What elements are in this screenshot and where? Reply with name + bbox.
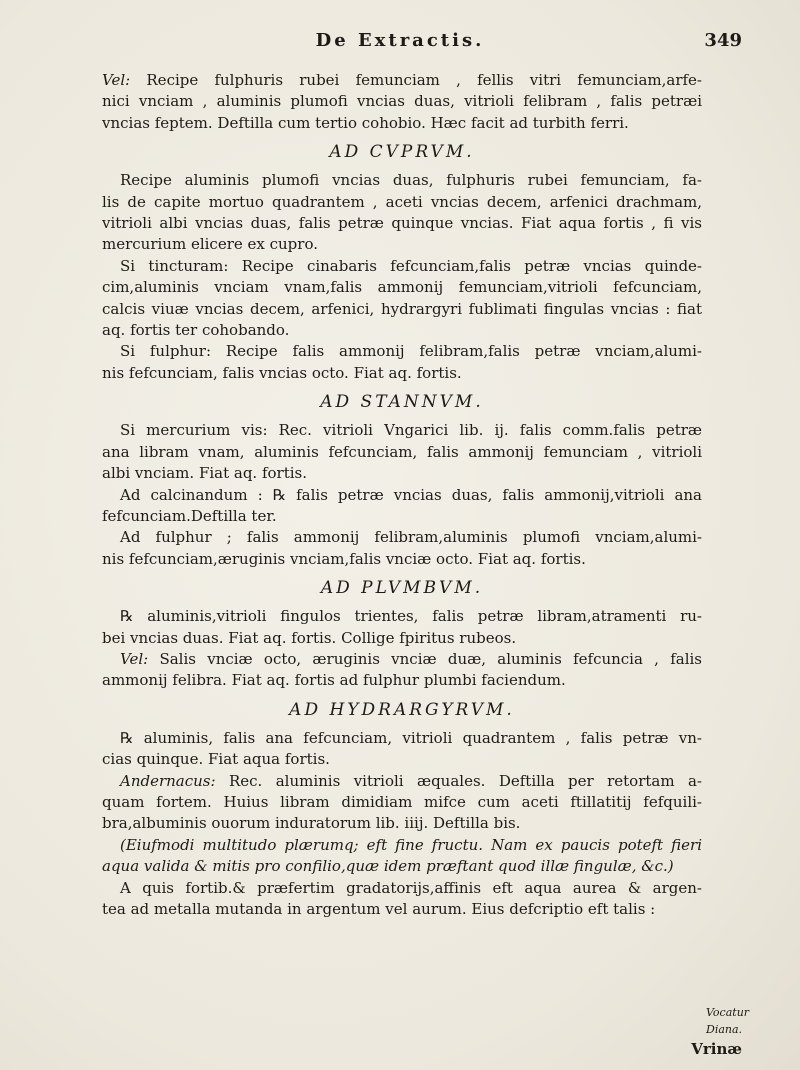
- text-line: [102, 792, 702, 813]
- text-line: [102, 813, 702, 834]
- text-line: [102, 442, 702, 463]
- text-line: [102, 670, 702, 691]
- section-heading: AD HYDRARGYRVM.: [289, 699, 515, 720]
- text-line: [102, 70, 702, 91]
- line-text: (Eiufmodi multitudo plærumq; eft fine fructu. Nam ex paucis poteft fieri: [120, 835, 702, 854]
- line-text: albi vnciam. Fiat aq. fortis.: [102, 464, 308, 483]
- lead-word: Vel:: [102, 71, 131, 89]
- line-text: Si mercurium vis: Rec. vitrioli Vngarici lib. ij. falis comm.falis petræ: [120, 421, 702, 440]
- line-text: Rec. aluminis vitrioli æquales. Deftilla per retortam a-: [215, 771, 702, 790]
- line-text: ammonij felibra. Fiat aq. fortis ad fulphur plumbi faciendum.: [102, 671, 566, 690]
- text-line: [102, 463, 702, 484]
- line-text: vncias feptem. Deftilla cum tertio cohobio. Hæc facit ad turbith ferri.: [102, 113, 629, 132]
- line-text: quam fortem. Huius libram dimidiam mifce cum aceti ftillatitij fefquili-: [102, 792, 702, 811]
- text-line: [102, 91, 702, 112]
- paragraph: [102, 527, 702, 570]
- line-text: vitrioli albi vncias duas, falis petræ quinque vncias. Fiat aqua fortis , fi vis: [102, 214, 702, 233]
- paragraph: [102, 771, 702, 835]
- paragraph: [102, 170, 702, 256]
- line-text: bra,albuminis ouorum induratorum lib. iiij. Deftilla bis.: [102, 814, 521, 833]
- text-line: [102, 899, 702, 920]
- text-line: [102, 113, 702, 134]
- line-text: Recipe fulphuris rubei femunciam , fellis vitri femunciam,arfe-: [130, 71, 702, 89]
- paragraph: [102, 341, 702, 384]
- paragraph: [102, 485, 702, 528]
- text-line: [102, 506, 702, 527]
- section-heading: AD PLVMBVM.: [320, 578, 484, 599]
- line-text: tea ad metalla mutanda in argentum vel aurum. Eius defcriptio eft talis :: [102, 900, 656, 918]
- paragraph: [102, 420, 702, 484]
- line-text: Si fulphur: Recipe falis ammonij felibram,falis petræ vnciam,alumi-: [120, 342, 702, 361]
- running-head: De Extractis.: [315, 30, 485, 51]
- text-line: [102, 363, 702, 384]
- line-text: fefcunciam.Deftilla ter.: [102, 506, 277, 525]
- text-line: [102, 420, 702, 441]
- text-line: [102, 213, 702, 234]
- text-line: [102, 835, 702, 856]
- paragraph: [102, 70, 702, 134]
- text-line: [102, 527, 702, 548]
- text-line: [102, 299, 702, 320]
- text-line: [102, 649, 702, 670]
- section-heading: AD CVPRVM.: [329, 142, 475, 163]
- text-line: [102, 749, 702, 770]
- line-text: Salis vnciæ octo, æruginis vnciæ duæ, aluminis fefcuncia , falis: [148, 649, 702, 668]
- text-line: [102, 320, 702, 341]
- line-text: Ad fulphur ; falis ammonij felibram,aluminis plumofi vnciam,alumi-: [120, 528, 702, 547]
- margin-note: Vocatur: [706, 1006, 750, 1019]
- lead-word: Andernacus:: [120, 771, 216, 790]
- text-line: [102, 170, 702, 191]
- text-line: [102, 771, 702, 792]
- page-header: [0, 30, 800, 56]
- line-text: A quis fortib.& præfertim gradatorijs,affinis eft aqua aurea & argen-: [120, 878, 702, 897]
- paragraph: [102, 606, 702, 649]
- line-text: Ad calcinandum : ℞ falis petræ vncias duas, falis ammonij,vitrioli ana: [120, 485, 702, 504]
- line-text: lis de capite mortuo quadrantem , aceti vncias decem, arfenici drachmam,: [102, 192, 702, 211]
- catchword: Vrinæ: [691, 1040, 742, 1058]
- section-heading: AD STANNVM.: [320, 392, 484, 413]
- text-line: [102, 192, 702, 213]
- text-line: [102, 341, 702, 362]
- line-text: aq. fortis ter cohobando.: [102, 321, 290, 340]
- text-line: [102, 856, 702, 877]
- line-text: bei vncias duas. Fiat aq. fortis. Collige fpiritus rubeos.: [102, 628, 517, 647]
- paragraph: [102, 878, 702, 921]
- line-text: nici vnciam , aluminis plumofi vncias duas, vitrioli felibram , falis petræi: [102, 92, 702, 111]
- line-text: Si tincturam: Recipe cinabaris fefcunciam,falis petræ vncias quinde-: [120, 256, 702, 275]
- paragraph: [102, 256, 702, 342]
- line-text: cim,aluminis vnciam vnam,falis ammonij femunciam,vitrioli fefcunciam,: [102, 278, 702, 297]
- text-line: [102, 606, 702, 627]
- line-text: Recipe aluminis plumofi vncias duas, fulphuris rubei femunciam, fa-: [120, 171, 702, 190]
- text-line: [102, 628, 702, 649]
- line-text: nis fefcunciam,æruginis vnciam,falis vnciæ octo. Fiat aq. fortis.: [102, 549, 586, 568]
- text-line: [102, 549, 702, 570]
- text-line: [102, 485, 702, 506]
- text-line: [102, 277, 702, 298]
- line-text: ℞ aluminis,vitrioli fingulos trientes, falis petræ libram,atramenti ru-: [120, 607, 702, 626]
- paragraph: [102, 649, 702, 692]
- line-text: mercurium elicere ex cupro.: [102, 235, 318, 254]
- text-line: [102, 728, 702, 749]
- line-text: cias quinque. Fiat aqua fortis.: [102, 750, 330, 769]
- page-number: 349: [704, 30, 742, 51]
- paragraph: [102, 728, 702, 771]
- line-text: calcis viuæ vncias decem, arfenici, hydrargyri fublimati fingulas vncias : fiat: [102, 299, 702, 318]
- line-text: aqua valida & mitis pro confilio,quæ idem præftant quod illæ fingulæ, &c.): [102, 857, 674, 876]
- text-line: [102, 256, 702, 277]
- page-body: [102, 70, 702, 920]
- line-text: ℞ aluminis, falis ana fefcunciam, vitrioli quadrantem , falis petræ vn-: [120, 728, 702, 747]
- margin-note: Diana.: [706, 1023, 743, 1036]
- line-text: ana libram vnam, aluminis fefcunciam, falis ammonij femunciam , vitrioli: [102, 442, 702, 461]
- text-line: [102, 878, 702, 899]
- line-text: nis fefcunciam, falis vncias octo. Fiat aq. fortis.: [102, 363, 462, 382]
- lead-word: Vel:: [120, 649, 149, 668]
- text-line: [102, 234, 702, 255]
- paragraph: [102, 835, 702, 878]
